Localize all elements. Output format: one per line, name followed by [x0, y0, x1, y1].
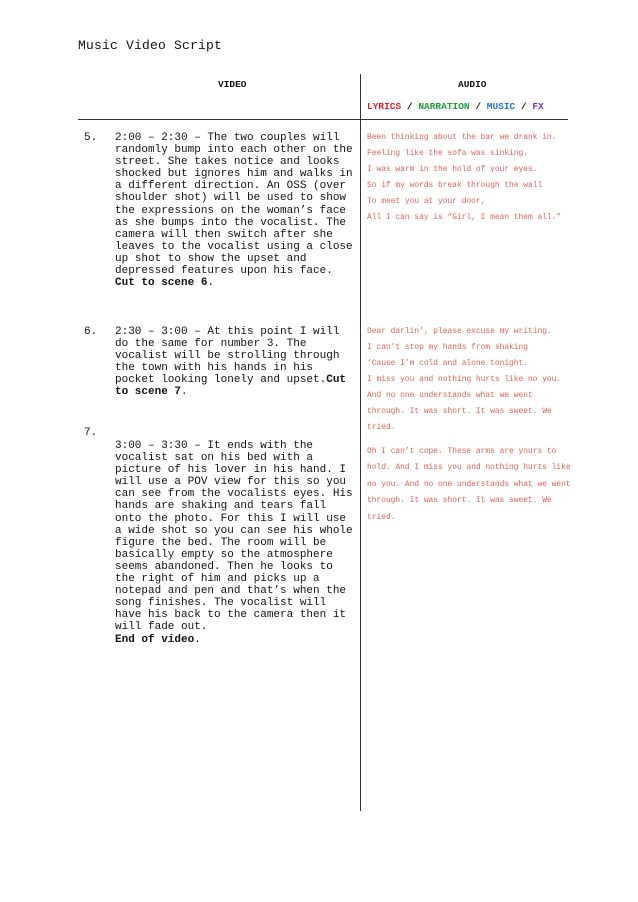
- scene-number: 7.: [84, 427, 98, 439]
- legend-music: MUSIC: [486, 101, 516, 112]
- legend-separator: /: [469, 101, 487, 112]
- lyric-line: To meet you at your door,: [367, 197, 486, 206]
- lyric-line: So if my words break through the wall: [367, 181, 543, 190]
- audio-lyrics-block: [367, 130, 577, 226]
- lyric-line: ‘Cause I’m cold and alone tonight.: [367, 359, 528, 368]
- scene-number: 5.: [84, 132, 98, 144]
- lyric-line: I was warm in the hold of your eyes.: [367, 165, 538, 174]
- audio-lyrics-block: [367, 324, 577, 436]
- scene-number: 6.: [84, 326, 98, 338]
- scene-description: [115, 132, 357, 289]
- scene-description: [115, 326, 357, 399]
- header-divider: [78, 119, 568, 120]
- scene-cut: End of video: [115, 633, 195, 646]
- scene-text: 3:00 – 3:30 – It ends with the vocalist sat on his bed with a picture of his lover in his hand. I will use a POV view for this so you can see from the vocalists eyes. His hands are shaking and tears fall onto the photo. For this I will use a wide shot so you can see his whole figure the bed. The room will be basically empty so the atmosphere seems abandoned. Then he looks to the right of him and picks up a notepad and pen and that’s when the song finishes. The vocalist will have his back to the camera then it will fade out.: [115, 440, 353, 634]
- scene-end: .: [181, 386, 188, 399]
- audio-legend: [367, 101, 544, 112]
- legend-separator: /: [401, 101, 419, 112]
- lyric-line: through. It was short. It was sweet. We: [367, 407, 552, 416]
- document-title: Music Video Script: [78, 38, 223, 53]
- scene-description: [115, 440, 357, 646]
- lyric-line: I can’t stop my hands from shaking: [367, 343, 528, 352]
- scene-cut: Cut to scene 6: [115, 277, 208, 290]
- lyric-line: And no one understands what we went: [367, 391, 533, 400]
- legend-separator: /: [515, 101, 533, 112]
- column-divider: [360, 74, 361, 811]
- lyric-line: Been thinking about the bar we drank in.: [367, 133, 557, 142]
- lyric-line: I miss you and nothing hurts like no you.: [367, 375, 562, 384]
- legend-narration: NARRATION: [418, 101, 470, 112]
- lyric-line: Feeling like the sofa was sinking.: [367, 149, 528, 158]
- audio-column-header: AUDIO: [458, 79, 487, 90]
- lyric-line: Dear darlin’, please excuse my writing.: [367, 327, 552, 336]
- legend-lyrics: LYRICS: [367, 101, 402, 112]
- scene-end: .: [207, 277, 215, 290]
- video-column-header: VIDEO: [218, 79, 247, 90]
- scene-text: 2:00 – 2:30 – The two couples will randomly bump into each other on the street. She takes notice and looks shocked but ignores him and walks in a different direction. An OSS (over shoulder shot) will be used to show the expressions on the woman’s face as she bumps into the vocalist. The camera will then switch after she leaves to the vocalist using a close up shot to show the upset and depressed features upon his face.: [115, 132, 353, 278]
- lyric-line: tried.: [367, 423, 396, 432]
- lyric-line: All I can say is “Girl, I mean them all.”: [367, 213, 562, 222]
- scene-text: 2:30 – 3:00 – At this point I will do the same for number 3. The vocalist will be strolling through the town with his hands in his pocket looking lonely and upset.: [115, 326, 340, 387]
- scene-cut: Cut to scene 7: [115, 374, 347, 399]
- audio-lyrics-paragraph: Oh I can’t cope. These arms are yours to hold. And I miss you and nothing hurts like no you. And no one understands what we went through. It was short. It was sweet. We tried.: [367, 447, 571, 522]
- legend-fx: FX: [532, 101, 544, 112]
- scene-end: .: [194, 633, 201, 646]
